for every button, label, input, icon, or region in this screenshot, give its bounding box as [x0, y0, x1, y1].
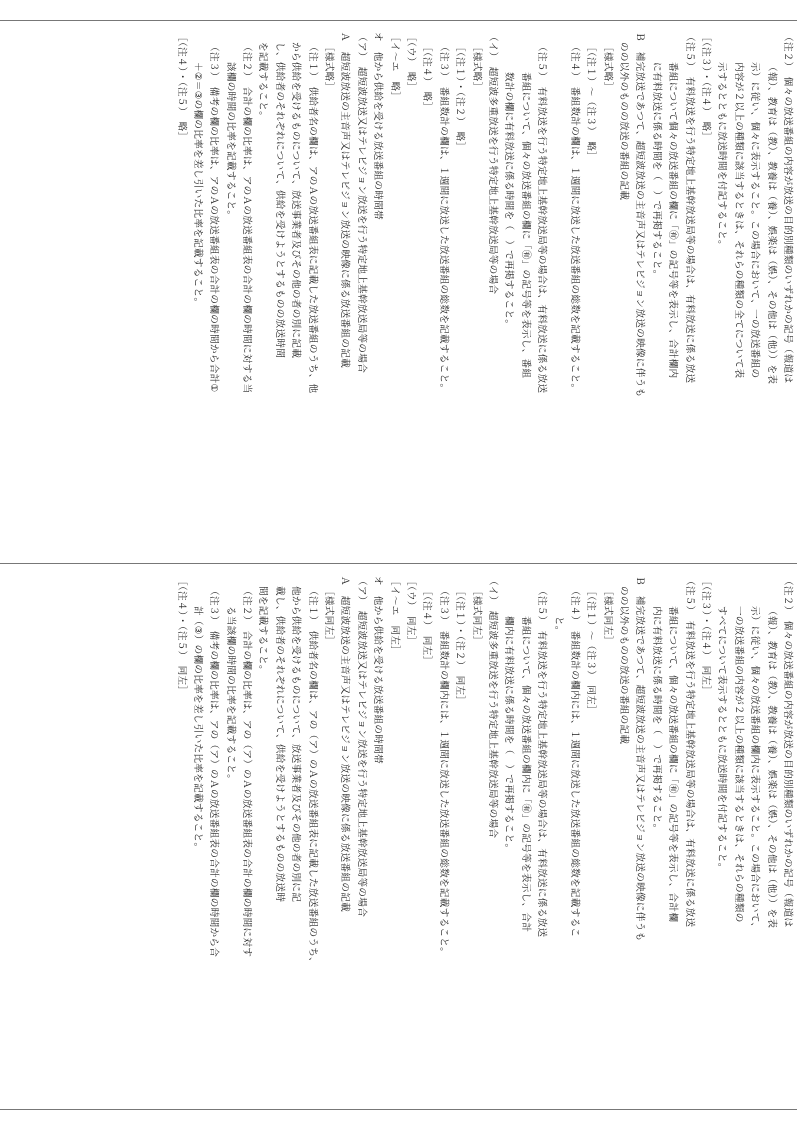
text-line: 示）に従い、個々に表示すること。この場合において、一の放送番組の	[749, 62, 761, 379]
revised-text-panel	[0, 22, 797, 562]
text-line: ［（注３）・（注４） 略］	[700, 32, 712, 142]
text-line: ［様式同左］	[323, 586, 335, 646]
revised-text-body	[172, 22, 795, 562]
text-line: （ア） 超短波放送又はテレビジョン放送を行う特定地上基幹放送局等の場合	[355, 576, 367, 918]
text-line: 他から供給を受けるものについて、放送事業者及びその他の者の別に記	[290, 586, 302, 903]
text-line: のの以外のものの放送の番組の記載	[618, 586, 630, 745]
text-line: （注２） 合計の欄の比率は、アのＡの放送番組表の合計の欄の時間に対する当	[241, 42, 253, 394]
bottom-rule	[0, 1109, 797, 1110]
text-line: ［様式略］	[323, 42, 335, 92]
text-line: 示）に従い、個々の放送番組の欄内に表示すること。この場合において、	[749, 606, 761, 933]
text-line: （注１） 供給者名の欄は、アの（ア）のＡの放送番組表に記載した放送番組のうち、	[306, 586, 318, 968]
text-line: ［（注１）・（注２） 同左］	[454, 586, 466, 706]
text-line: 内容が２以上の種類に該当するときは、それらの種類の全てについて表	[732, 62, 744, 379]
text-line: （注３） 番組数計の欄は、１週間に放送した放送番組の総数を記載すること。	[437, 42, 449, 394]
text-line: る当該欄の時間の比率を記載すること。	[224, 606, 236, 785]
text-line: を記載すること。	[257, 42, 269, 122]
text-line: ［（注４） 略］	[421, 42, 433, 112]
text-line: （注５） 有料放送を行う特定地上基幹放送局等の場合は、有料放送に係る放送	[536, 42, 548, 394]
text-line: 一の放送番組の内容が２以上の種類に該当するときは、それらの種類の	[732, 606, 744, 923]
text-line: （注２） 個々の放送番組の内容が放送の目的別種類のいずれかの記号（報道は	[782, 32, 793, 384]
text-line: 示するとともに放送時間を付記すること。	[716, 62, 728, 250]
text-line: （注３） 備考の欄の比率は、アのＡの放送番組表の合計の欄の時間から合計①	[208, 42, 220, 393]
text-line: ＋②＝③の欄の比率を差し引いた比率を記載すること。	[191, 62, 203, 308]
text-line: ［（注４）・（注５） 同左］	[175, 576, 187, 696]
text-line: Ｂ 補完放送であつて、超短波放送の主音声又はテレビジョン放送の映像に伴うも	[634, 576, 646, 942]
text-line: （注５） 有料放送を行う特定地上基幹放送局等の場合は、有料放送に係る放送	[683, 576, 695, 928]
text-line: （報）、教育は（教）、教養は（養）、娯楽は（娯）、その他は（他））を表	[765, 606, 777, 929]
text-line: オ 他から供給を受ける放送番組の時間帯	[372, 32, 384, 220]
text-line: （注４） 番組数計の欄は、１週間に放送した放送番組の総数を記載すること。	[568, 42, 580, 394]
text-line: （注２） 合計の欄の比率は、アの（ア）のＡの放送番組表の合計の欄の時間に対す	[241, 586, 253, 958]
text-line: （注２） 個々の放送番組の内容が放送の目的別種類のいずれかの記号（報道は	[782, 576, 793, 928]
text-line: ［様式略］	[470, 42, 482, 92]
text-line: 計（③）の欄の比率を差し引いた比率を記載すること。	[191, 606, 203, 853]
text-line: ［（注１）〜（注３） 同左］	[585, 586, 597, 715]
text-line: オ 他から供給を受ける放送番組の時間帯	[372, 576, 384, 764]
text-line: 内に有料放送に係る時間を（ ）で再掲すること。	[650, 606, 662, 834]
text-line: Ａ 超短波放送の主音声又はテレビジョン放送の映像に係る放送番組の記載	[339, 576, 351, 913]
text-line: 番組について、個々の放送番組の欄内に「㊒」の記号等を表示し、合計	[519, 616, 531, 933]
current-text-panel	[0, 566, 797, 1108]
text-line: ［（注４）・（注５） 略］	[175, 32, 187, 142]
text-line: （イ） 超短波多重放送を行う特定地上基幹放送局等の場合	[486, 32, 498, 295]
text-line: （イ） 超短波多重放送を行う特定地上基幹放送局等の場合	[486, 576, 498, 839]
text-line: 載し、供給者のそれぞれについて、供給を受けようとするものの放送時	[273, 586, 285, 903]
text-line: 該欄の時間の比率を記載すること。	[224, 62, 236, 221]
text-line: ［（注１）〜（注３） 略］	[585, 42, 597, 162]
text-line: （ア） 超短波放送又はテレビジョン放送を行う特定地上基幹放送局等の場合	[355, 32, 367, 374]
text-line: 間を記載すること。	[257, 586, 269, 676]
text-line: （注４） 番組数計の欄内には、１週間に放送した放送番組の総数を記載するこ	[568, 586, 580, 938]
middle-rule	[0, 563, 797, 564]
text-line: Ｂ 補完放送であつて、超短波放送の主音声又はテレビジョン放送の映像に伴うも	[634, 32, 646, 398]
text-line: と。	[552, 616, 564, 636]
text-line: Ａ 超短波放送の主音声又はテレビジョン放送の映像に係る放送番組の記載	[339, 32, 351, 369]
text-line: ［イ〜エ 略］	[388, 32, 400, 102]
text-line: すべてについて表示するとともに放送時間を付記すること。	[716, 606, 728, 873]
text-line: （報）、教育は（教）、教養は（養）、娯楽は（娯）、その他は（他））を表	[765, 62, 777, 385]
text-line: （注１） 供給者名の欄は、アのＡの放送番組表に記載した放送番組のうち、他	[306, 42, 318, 394]
text-line: ［様式同左］	[470, 586, 482, 646]
text-line: （注３） 備考の欄の比率は、アの（ア）のＡの放送番組表の合計の欄の時間から合	[208, 586, 220, 958]
current-text-body	[172, 566, 795, 1108]
text-line: に有料放送に係る時間を（ ）で再掲すること。	[650, 62, 662, 280]
text-line: ［（ウ） 略］	[405, 32, 417, 92]
text-line: ［（注１）・（注２） 略］	[454, 42, 466, 152]
text-line: ［（注３）・（注４） 同左］	[700, 576, 712, 696]
text-line: 番組について、個々の放送番組の欄に「㊒」の記号等を表示し、番組	[519, 72, 531, 379]
text-line: 数計の欄に有料放送に係る時間を（ ）で再掲すること。	[503, 72, 515, 330]
text-line: のの以外のものの放送の番組の記載	[618, 42, 630, 201]
top-rule	[0, 20, 797, 21]
text-line: （注５） 有料放送を行う特定地上基幹放送局等の場合は、有料放送に係る放送	[536, 586, 548, 938]
text-line: ［イ〜エ 同左］	[388, 576, 400, 656]
text-line: ［（注４） 同左］	[421, 586, 433, 666]
text-line: （注５） 有料放送を行う特定地上基幹放送局等の場合は、有料放送に係る放送	[683, 32, 695, 384]
text-line: から供給を受けるものについて、放送事業者及びその他の者の別に記載	[290, 42, 302, 359]
text-line: ［様式略］	[601, 42, 613, 92]
text-line: 欄内に有料放送に係る時間を（ ）で再掲すること。	[503, 616, 515, 854]
text-line: ［（ウ） 同左］	[405, 576, 417, 646]
text-line: （注３） 番組数計の欄内には、１週間に放送した放送番組の総数を記載すること。	[437, 586, 449, 958]
text-line	[549, 22, 565, 562]
text-line: ［様式同左］	[601, 586, 613, 646]
text-line: し、供給者のそれぞれについて、供給を受けようとするものの放送時間	[273, 42, 285, 359]
text-line: 番組について、個々の放送番組の欄に「㊒」の記号等を表示し、合計欄	[667, 606, 679, 923]
text-line: 番組について個々の放送番組の欄に「㊒」の記号等を表示し、合計欄内	[667, 62, 679, 379]
